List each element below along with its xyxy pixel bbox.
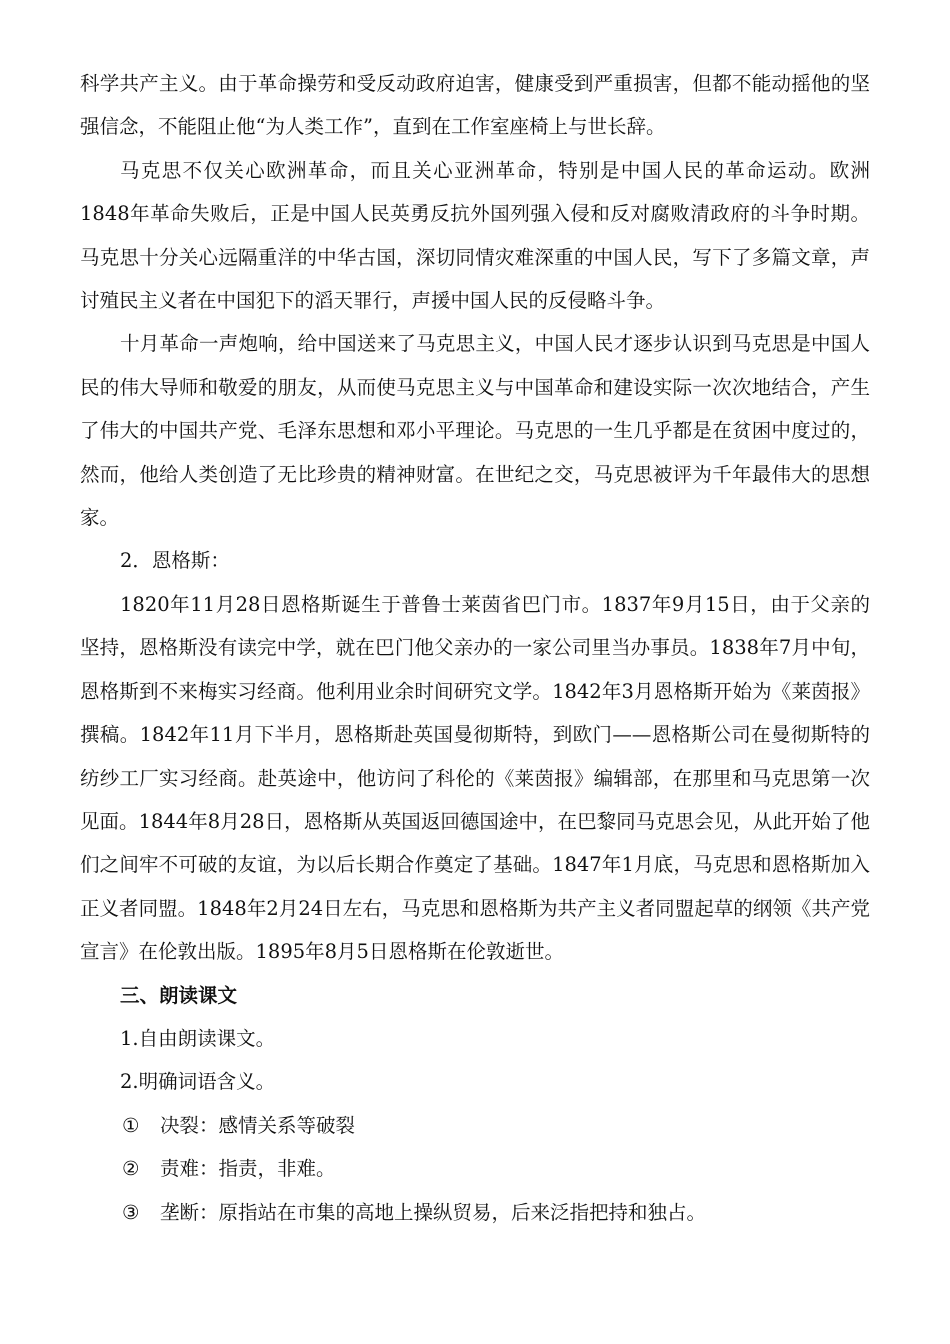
definition-item xyxy=(80,1104,870,1147)
definition-text: 垄断：原指站在市集的高地上操纵贸易，后来泛指把持和独占。 xyxy=(160,1200,707,1224)
paragraph-marx-health: 科学共产主义。由于革命操劳和受反动政府迫害，健康受到严重损害，但都不能动摇他的坚强信念，不能阻止他“为人类工作”，直到在工作室座椅上与世长辞。 xyxy=(80,72,870,139)
definition-text: 责难：指责，非难。 xyxy=(160,1157,336,1181)
section-heading-read-aloud: 三、朗读课文 xyxy=(120,983,238,1007)
paragraph-engels-biography: 1820年11月28日恩格斯诞生于普鲁士莱茵省巴门市。1837年9月15日，由于父亲的坚持，恩格斯没有读完中学，就在巴门他父亲办的一家公司里当办事员。1838年7月中旬，恩格斯到不来梅实习经商。他利用业余时间研究文学。1842年3月恩格斯开始为《莱茵报》撰稿。1842年11月下半月，恩格斯赴英国曼彻斯特，到欧门——恩格斯公司在曼彻斯特的纺纱工厂实习经商。赴英途中，他访问了科伦的《莱茵报》编辑部，在那里和马克思第一次见面。1844年8月28日，恩格斯从英国返回德国途中，在巴黎同马克思会见，从此开始了他们之间牢不可破的友谊，为以后长期合作奠定了基础。1847年1月底，马克思和恩格斯加入正义者同盟。1848年2月24日左右，马克思和恩格斯为共产主义者同盟起草的纲领《共产党宣言》在伦敦出版。1895年8月5日恩格斯在伦敦逝世。 xyxy=(80,592,870,964)
paragraph-marx-china: 马克思不仅关心欧洲革命，而且关心亚洲革命，特别是中国人民的革命运动。欧洲1848年革命失败后，正是中国人民英勇反抗外国列强入侵和反对腐败清政府的斗争时期。马克思十分关心远隔重洋的中华古国，深切同情灾难深重的中国人民，写下了多篇文章，声讨殖民主义者在中国犯下的滔天罪行，声援中国人民的反侵略斗争。 xyxy=(80,158,870,313)
list-item-word-meanings: 2.明确词语含义。 xyxy=(120,1070,276,1094)
definition-number: ③ xyxy=(122,1200,140,1224)
definition-item xyxy=(80,1191,870,1234)
engels-subheading: 2．恩格斯： xyxy=(120,549,230,573)
paragraph-marx-legacy: 十月革命一声炮响，给中国送来了马克思主义，中国人民才逐步认识到马克思是中国人民的伟大导师和敬爱的朋友，从而使马克思主义与中国革命和建设实际一次次地结合，产生了伟大的中国共产党、毛泽东思想和邓小平理论。马克思的一生几乎都是在贫困中度过的，然而，他给人类创造了无比珍贵的精神财富。在世纪之交，马克思被评为千年最伟大的思想家。 xyxy=(80,332,870,530)
list-item-free-reading: 1.自由朗读课文。 xyxy=(120,1026,276,1050)
definition-text: 决裂：感情关系等破裂 xyxy=(160,1113,356,1137)
definition-item xyxy=(80,1147,870,1190)
definition-number: ① xyxy=(122,1113,140,1137)
definition-number: ② xyxy=(122,1157,140,1181)
document-page xyxy=(80,62,870,1234)
